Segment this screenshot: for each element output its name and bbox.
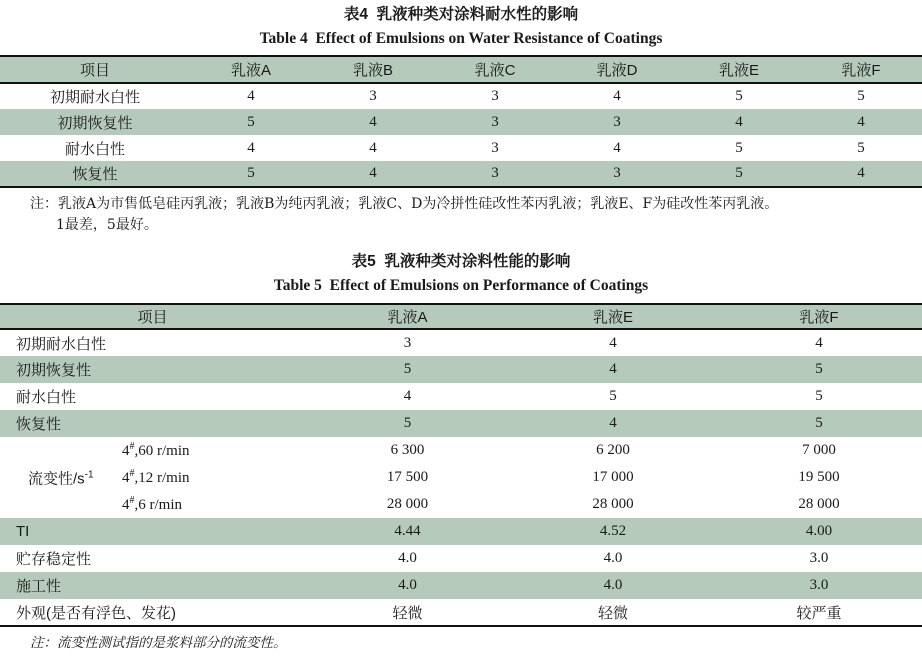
t5-value: 28 000 — [305, 491, 510, 518]
t4-col-emulE: 乳液E — [678, 56, 800, 83]
t5-value: 19 500 — [716, 464, 922, 491]
t5-row-label: 外观(是否有浮色、发花) — [0, 599, 305, 626]
t5-value: 28 000 — [716, 491, 922, 518]
t5-col-emulE: 乳液E — [510, 304, 716, 329]
t5-value: 4.0 — [305, 572, 510, 599]
t4-col-emulD: 乳液D — [556, 56, 678, 83]
t4-value: 5 — [800, 135, 922, 161]
t5-row-label: 贮存稳定性 — [0, 545, 305, 572]
table4-footnote-line1: 注：乳液A为市售低皂硅丙乳液；乳液B为纯丙乳液；乳液C、D为冷拼性硅改性苯丙乳液；乳液E、F为硅改性苯丙乳液。 — [30, 196, 779, 212]
t5-rheology-sublabel: 4#,12 r/min — [122, 467, 190, 486]
t4-value: 5 — [678, 161, 800, 187]
table4-row — [0, 161, 922, 187]
t5-value: 5 — [510, 383, 716, 410]
t5-value: 轻微 — [305, 599, 510, 626]
t4-col-emulF: 乳液F — [800, 56, 922, 83]
t5-row-label: 初期耐水白性 — [0, 329, 305, 356]
table5-header-row — [0, 304, 922, 329]
t5-value: 7 000 — [716, 437, 922, 464]
t4-col-item: 项目 — [0, 56, 190, 83]
t5-value: 5 — [305, 410, 510, 437]
table5 — [0, 303, 922, 627]
t5-value: 4.00 — [716, 518, 922, 545]
t5-value: 5 — [716, 356, 922, 383]
t5-value: 3 — [305, 329, 510, 356]
table4-row — [0, 135, 922, 161]
table5-title-cn: 表5 乳液种类对涂料性能的影响 — [351, 253, 571, 270]
t5-row-label: 施工性 — [0, 572, 305, 599]
t4-row-label: 初期恢复性 — [0, 109, 190, 135]
table5-row — [0, 518, 922, 545]
t4-value: 4 — [556, 135, 678, 161]
t5-value: 4.0 — [510, 545, 716, 572]
t5-value: 5 — [716, 383, 922, 410]
table4-title-cn: 表4 乳液种类对涂料耐水性的影响 — [343, 6, 579, 23]
t5-value: 4 — [510, 329, 716, 356]
table4-title-en: Table 4 Effect of Emulsions on Water Resistance of Coatings — [259, 30, 663, 47]
t5-value: 28 000 — [510, 491, 716, 518]
table5-rheology-row — [0, 437, 922, 464]
table5-row — [0, 410, 922, 437]
t4-value: 4 — [190, 135, 312, 161]
table5-rheology-row — [0, 464, 922, 491]
t5-value: 17 000 — [510, 464, 716, 491]
t5-value: 5 — [716, 410, 922, 437]
t4-value: 5 — [678, 135, 800, 161]
t5-value: 4.0 — [305, 545, 510, 572]
t5-value: 4.44 — [305, 518, 510, 545]
t4-value: 4 — [556, 83, 678, 109]
t4-value: 4 — [190, 83, 312, 109]
t4-value: 5 — [800, 83, 922, 109]
table5-row — [0, 356, 922, 383]
table5-rheology-row — [0, 491, 922, 518]
t5-value: 3.0 — [716, 572, 922, 599]
t5-row-label: 耐水白性 — [0, 383, 305, 410]
t5-value: 4 — [510, 410, 716, 437]
table5-row — [0, 545, 922, 572]
t5-row-label: 恢复性 — [0, 410, 305, 437]
t4-row-label: 耐水白性 — [0, 135, 190, 161]
t4-value: 3 — [434, 161, 556, 187]
t4-value: 5 — [190, 109, 312, 135]
t4-value: 3 — [312, 83, 434, 109]
table5-title-en: Table 5 Effect of Emulsions on Performance of Coatings — [273, 277, 649, 294]
t5-col-emulF: 乳液F — [716, 304, 922, 329]
t5-col-item: 项目 — [0, 304, 305, 329]
t5-value: 6 300 — [305, 437, 510, 464]
t5-value: 较严重 — [716, 599, 922, 626]
t5-value: 4 — [305, 383, 510, 410]
t5-value: 5 — [305, 356, 510, 383]
table5-row — [0, 572, 922, 599]
t4-row-label: 初期耐水白性 — [0, 83, 190, 109]
t4-row-label: 恢复性 — [0, 161, 190, 187]
t4-value: 4 — [312, 161, 434, 187]
t4-value: 3 — [434, 135, 556, 161]
t5-value: 轻微 — [510, 599, 716, 626]
t5-row-label: 初期恢复性 — [0, 356, 305, 383]
t4-value: 4 — [312, 109, 434, 135]
t4-value: 4 — [800, 161, 922, 187]
t4-col-emulA: 乳液A — [190, 56, 312, 83]
table4-footnote-line2: 1最差，5最好。 — [56, 217, 158, 233]
t4-value: 3 — [434, 83, 556, 109]
table5-row — [0, 383, 922, 410]
table4-footnote — [0, 194, 922, 236]
t4-value: 3 — [434, 109, 556, 135]
t5-value: 4 — [716, 329, 922, 356]
t5-rheology-group-label: 流变性$/s^{-1}$ — [28, 469, 94, 487]
table5-row — [0, 599, 922, 626]
t4-value: 4 — [800, 109, 922, 135]
t5-value: 3.0 — [716, 545, 922, 572]
table4-row — [0, 109, 922, 135]
table4 — [0, 55, 922, 188]
t4-value: 5 — [190, 161, 312, 187]
t5-row-label: TI — [0, 518, 305, 545]
t4-value: 3 — [556, 161, 678, 187]
t4-value: 4 — [312, 135, 434, 161]
t5-value: 4.0 — [510, 572, 716, 599]
table5-footnote: 注：流变性测试指的是浆料部分的流变性。 — [30, 635, 287, 651]
t5-col-emulA: 乳液A — [305, 304, 510, 329]
t5-value: 4 — [510, 356, 716, 383]
t4-value: 4 — [678, 109, 800, 135]
t5-value: 6 200 — [510, 437, 716, 464]
table5-row — [0, 329, 922, 356]
t5-rheology-sublabel-cell — [0, 491, 305, 518]
t5-rheology-sublabel: 4#,6 r/min — [122, 494, 182, 513]
t5-rheology-sublabel: 4#,60 r/min — [122, 440, 190, 459]
t5-value: 17 500 — [305, 464, 510, 491]
t4-col-emulC: 乳液C — [434, 56, 556, 83]
t5-value: 4.52 — [510, 518, 716, 545]
t4-value: 5 — [678, 83, 800, 109]
t5-rheology-sublabel-cell — [0, 464, 305, 491]
t5-rheology-sublabel-cell — [0, 437, 305, 464]
t4-value: 3 — [556, 109, 678, 135]
table4-row — [0, 83, 922, 109]
t4-col-emulB: 乳液B — [312, 56, 434, 83]
table4-header-row — [0, 56, 922, 83]
